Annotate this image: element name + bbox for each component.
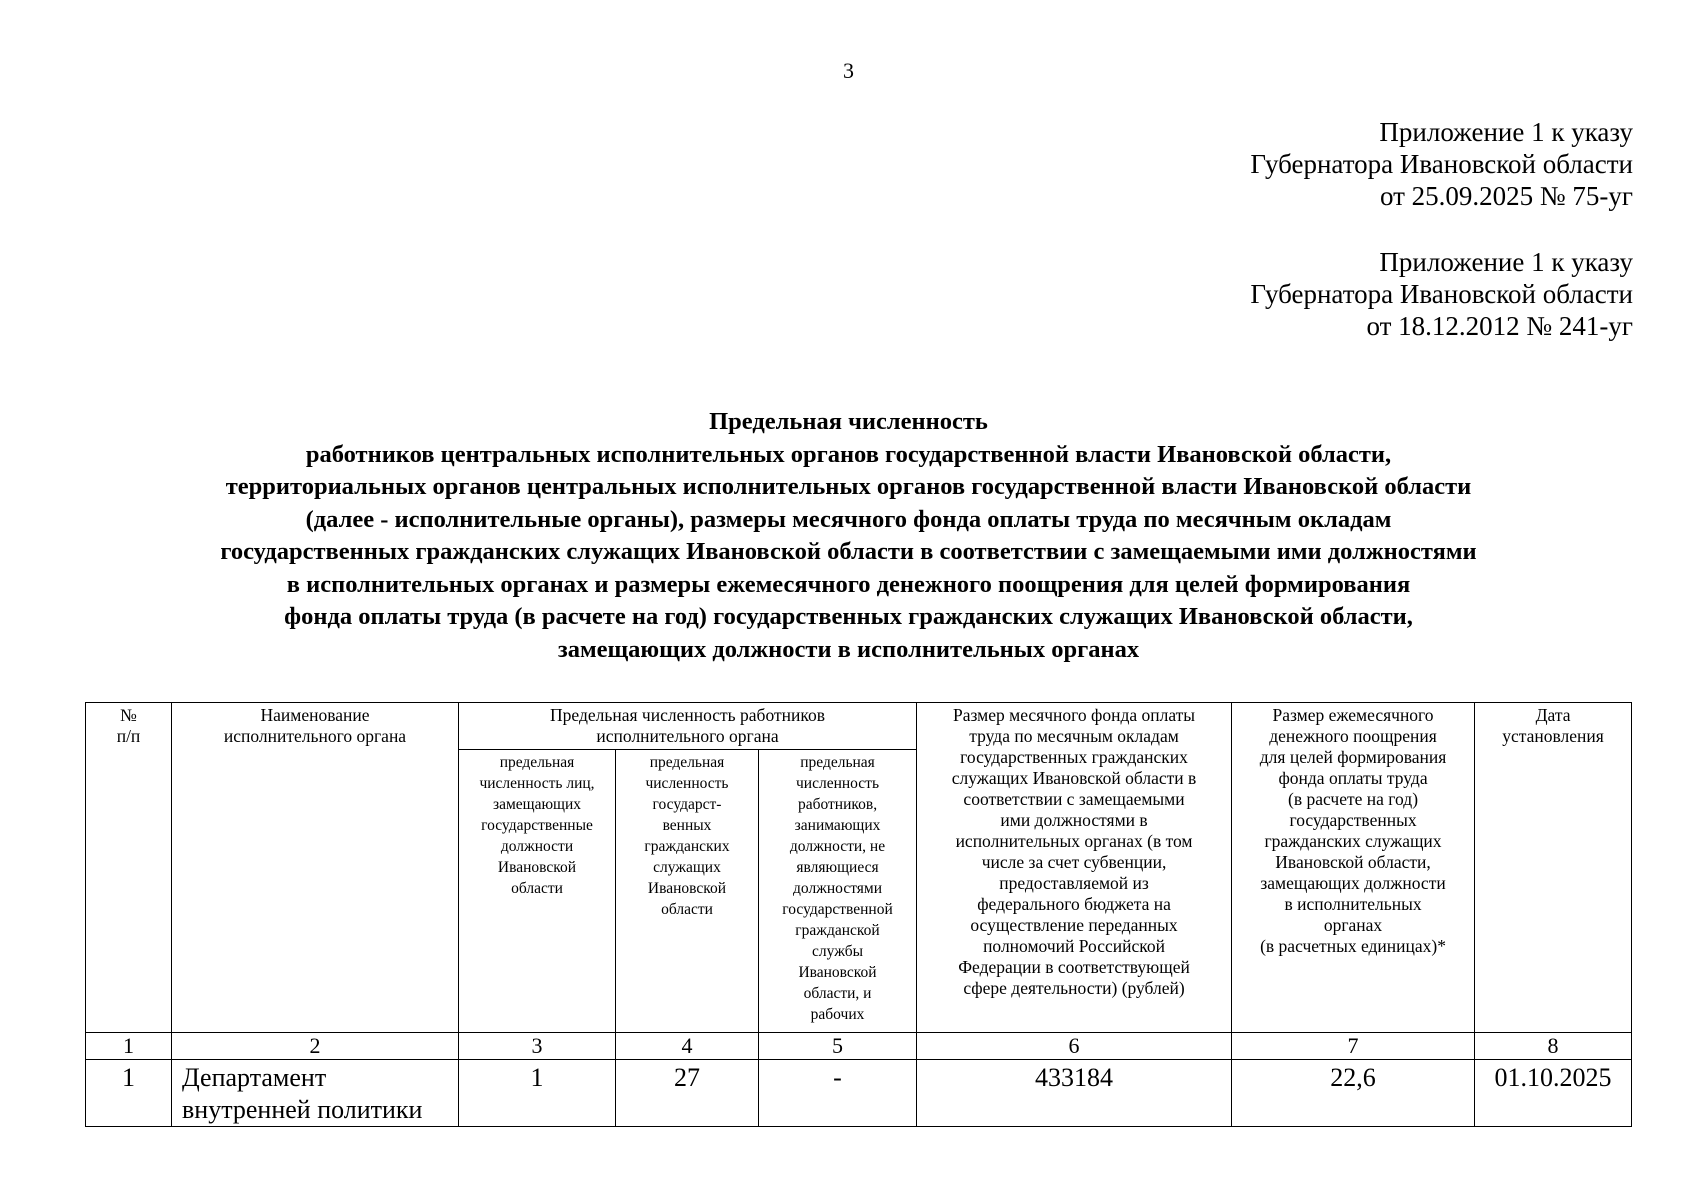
title-line: государственных гражданских служащих Ивановской области в соответствии с замещаемыми ими должностями xyxy=(220,538,1477,565)
header-civil-servants: предельная численность государст- венных гражданских служащих Ивановской области xyxy=(616,750,759,1033)
staffing-table xyxy=(85,702,1632,1127)
appendix-line: Губернатора Ивановской области xyxy=(1250,149,1633,179)
title-line: территориальных органов центральных исполнительных органов государственной власти Ивановской области xyxy=(225,473,1472,500)
other-workers-count: - xyxy=(759,1060,917,1127)
header-organ-name: Наименование исполнительного органа xyxy=(172,703,459,1033)
appendix-line: от 18.12.2012 № 241-уг xyxy=(1366,311,1633,341)
monthly-payroll-value: 433184 xyxy=(917,1060,1232,1127)
appendix-line: Губернатора Ивановской области xyxy=(1250,279,1633,309)
appendix-reference-original xyxy=(1250,246,1633,342)
header-state-positions: предельная численность лиц, замещающих государственные должности Ивановской области xyxy=(459,750,616,1033)
column-number: 2 xyxy=(172,1033,459,1060)
title-line: Предельная численность xyxy=(709,408,988,435)
column-number: 7 xyxy=(1232,1033,1475,1060)
header-establishment-date: Дата установления xyxy=(1475,703,1632,1033)
establishment-date-value: 01.10.2025 xyxy=(1475,1060,1632,1127)
column-number: 8 xyxy=(1475,1033,1632,1060)
title-line: фонда оплаты труда (в расчете на год) государственных гражданских служащих Ивановской области, xyxy=(284,603,1413,630)
title-line: в исполнительных органах и размеры ежемесячного денежного поощрения для целей формирования xyxy=(286,570,1411,598)
header-monthly-payroll: Размер месячного фонда оплаты труда по месячным окладам государственных гражданских служащих Ивановской области в соответствии с замещаемыми ими должностями в исполнительных органах (в том числе за счет субвенции, предоставляемой из федерального бюджета на осуществление переданных полномочий Российской Федерации в соответствующей сфере деятельности) (рублей) xyxy=(917,703,1232,1033)
header-number: № п/п xyxy=(86,703,172,1033)
title-line: замещающих должности в исполнительных органах xyxy=(557,635,1140,663)
title-line: работников центральных исполнительных органов государственной власти Ивановской области, xyxy=(305,440,1392,468)
state-positions-count: 1 xyxy=(459,1060,616,1127)
column-number: 5 xyxy=(759,1033,917,1060)
civil-servants-count: 27 xyxy=(616,1060,759,1127)
header-other-workers: предельная численность работников, занимающих должности, не являющиеся должностями государственной гражданской службы Ивановской области, и рабочих xyxy=(759,750,917,1033)
organ-name: Департамент внутренней политики xyxy=(172,1060,459,1127)
appendix-line: Приложение 1 к указу xyxy=(1379,247,1633,277)
header-staff-limit-group: Предельная численность работников исполнительного органа xyxy=(459,703,917,750)
monthly-bonus-value: 22,6 xyxy=(1232,1060,1475,1127)
column-number: 1 xyxy=(86,1033,172,1060)
table-row xyxy=(86,1060,1632,1127)
page-number: 3 xyxy=(843,58,854,83)
title-line: (далее - исполнительные органы), размеры месячного фонда оплаты труда по месячным окладам xyxy=(305,505,1392,533)
row-number: 1 xyxy=(86,1060,172,1127)
appendix-line: Приложение 1 к указу xyxy=(1379,117,1633,147)
column-number: 4 xyxy=(616,1033,759,1060)
column-number: 6 xyxy=(917,1033,1232,1060)
header-monthly-bonus: Размер ежемесячного денежного поощрения для целей формирования фонда оплаты труда (в расчете на год) государственных гражданских служащих Ивановской области, замещающих должности в исполнительных органах (в расчетных единицах)* xyxy=(1232,703,1475,1033)
document-title xyxy=(60,406,1637,666)
appendix-reference-current xyxy=(1250,116,1633,212)
appendix-line: от 25.09.2025 № 75-уг xyxy=(1379,181,1633,211)
column-number: 3 xyxy=(459,1033,616,1060)
